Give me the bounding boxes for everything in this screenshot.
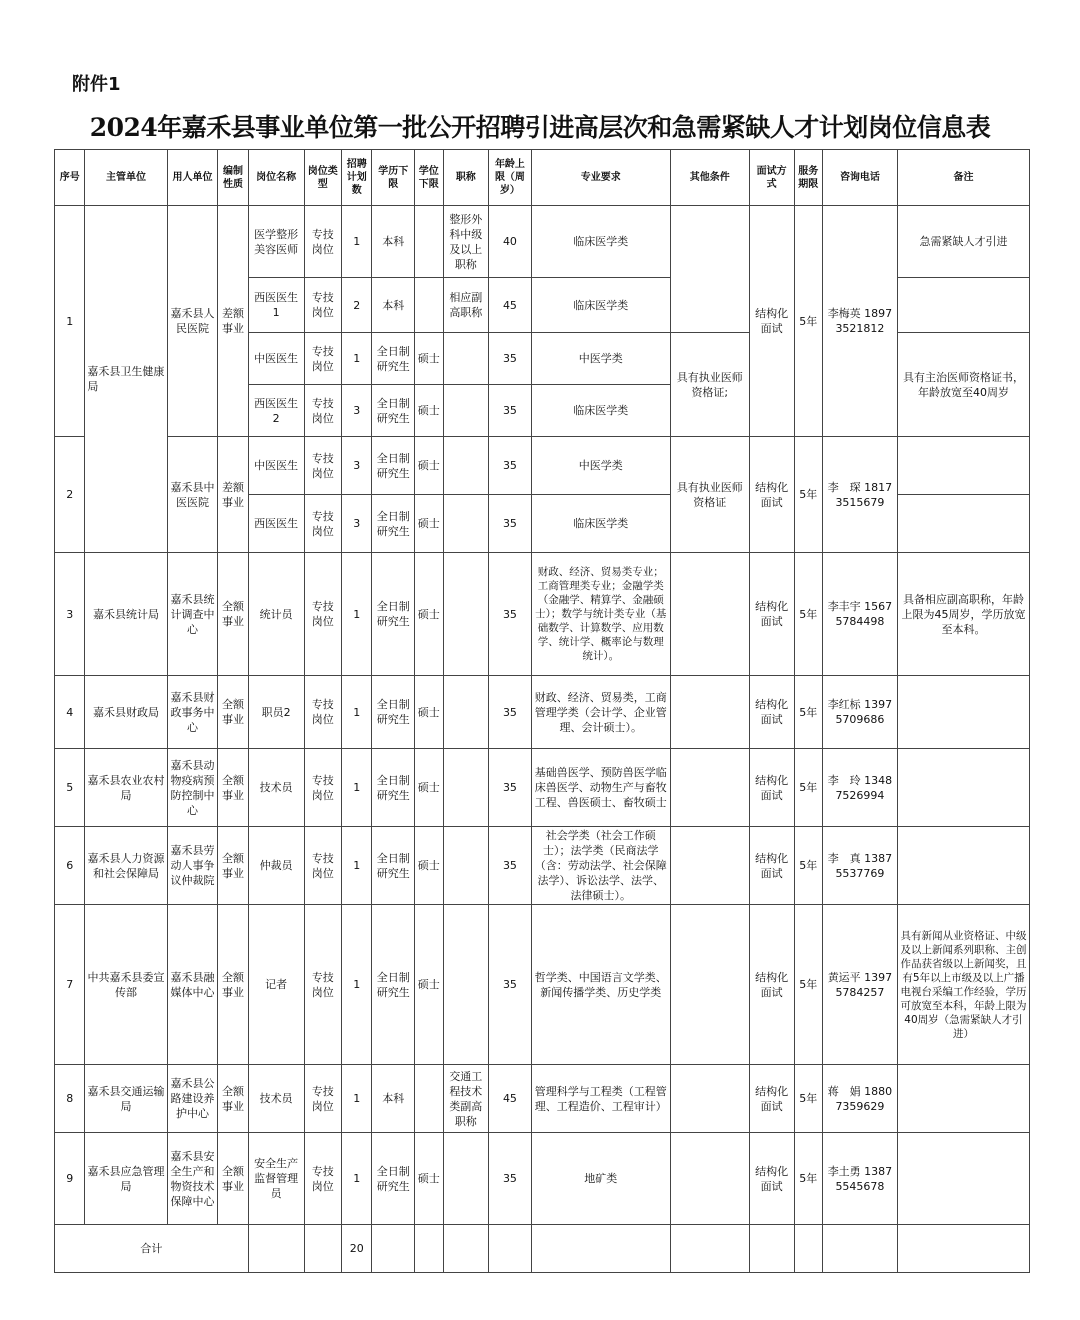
age-cell: 35 — [489, 553, 532, 676]
contact-cell: 黄运平 13975784257 — [822, 905, 897, 1065]
agency-cell: 嘉禾县交通运输局 — [85, 1065, 167, 1133]
note-cell: 具备相应副高职称，年龄上限为45周岁，学历放宽至本科。 — [897, 553, 1029, 676]
post-type-cell: 专技岗位 — [304, 333, 342, 385]
table-row — [55, 676, 1030, 749]
contact-cell: 李 真 13875537769 — [822, 827, 897, 905]
note-cell: 具有主治医师资格证书，年龄放宽至40周岁 — [897, 333, 1029, 437]
plan-cell: 1 — [342, 827, 372, 905]
total-row — [55, 1225, 1030, 1273]
other-cell — [670, 553, 749, 676]
other-cell — [670, 1065, 749, 1133]
funding-cell: 全额事业 — [218, 1133, 248, 1225]
age-cell: 45 — [489, 1065, 532, 1133]
title-cell — [443, 905, 489, 1065]
plan-cell: 1 — [342, 749, 372, 827]
empty-cell — [531, 1225, 670, 1273]
major-cell: 临床医学类 — [531, 385, 670, 437]
post-cell: 记者 — [248, 905, 304, 1065]
unit-cell: 嘉禾县公路建设养护中心 — [167, 1065, 218, 1133]
post-type-cell: 专技岗位 — [304, 827, 342, 905]
plan-cell: 1 — [342, 206, 372, 278]
note-cell — [897, 1133, 1029, 1225]
empty-cell — [794, 1225, 822, 1273]
header-cell: 岗位名称 — [248, 150, 304, 206]
degree-cell: 本科 — [372, 1065, 415, 1133]
diploma-cell: 硕士 — [415, 333, 443, 385]
agency-cell: 嘉禾县人力资源和社会保障局 — [85, 827, 167, 905]
age-cell: 35 — [489, 385, 532, 437]
unit-cell: 嘉禾县融媒体中心 — [167, 905, 218, 1065]
major-cell: 管理科学与工程类（工程管理、工程造价、工程审计） — [531, 1065, 670, 1133]
empty-cell — [822, 1225, 897, 1273]
title-cell: 整形外科中级及以上职称 — [443, 206, 489, 278]
service-cell: 5年 — [794, 827, 822, 905]
diploma-cell: 硕士 — [415, 749, 443, 827]
unit-cell: 嘉禾县人民医院 — [167, 206, 218, 437]
empty-cell — [749, 1225, 794, 1273]
diploma-cell: 硕士 — [415, 827, 443, 905]
contact-cell: 李 玲 13487526994 — [822, 749, 897, 827]
service-cell: 5年 — [794, 676, 822, 749]
empty-cell — [670, 1225, 749, 1273]
post-type-cell: 专技岗位 — [304, 385, 342, 437]
service-cell: 5年 — [794, 553, 822, 676]
total-value: 20 — [342, 1225, 372, 1273]
funding-cell: 全额事业 — [218, 1065, 248, 1133]
degree-cell: 全日制研究生 — [372, 333, 415, 385]
seq-cell: 5 — [55, 749, 85, 827]
table-row — [55, 1065, 1030, 1133]
total-label: 合计 — [55, 1225, 249, 1273]
degree-cell: 全日制研究生 — [372, 827, 415, 905]
table-row — [55, 827, 1030, 905]
plan-cell: 1 — [342, 553, 372, 676]
funding-cell: 差额事业 — [218, 206, 248, 437]
major-cell: 中医学类 — [531, 333, 670, 385]
empty-cell — [489, 1225, 532, 1273]
title-cell — [443, 676, 489, 749]
header-cell: 年龄上限（周岁） — [489, 150, 532, 206]
age-cell: 35 — [489, 495, 532, 553]
title-cell — [443, 553, 489, 676]
agency-cell: 嘉禾县卫生健康局 — [85, 206, 167, 553]
seq-cell: 2 — [55, 437, 85, 553]
unit-cell: 嘉禾县动物疫病预防控制中心 — [167, 749, 218, 827]
note-cell — [897, 676, 1029, 749]
diploma-cell: 硕士 — [415, 553, 443, 676]
interview-cell: 结构化面试 — [749, 437, 794, 553]
diploma-cell: 硕士 — [415, 676, 443, 749]
empty-cell — [443, 1225, 489, 1273]
major-cell: 社会学类（社会工作硕士）；法学类（民商法学（含：劳动法学、社会保障法学）、诉讼法学、法学、法律硕士）。 — [531, 827, 670, 905]
post-type-cell: 专技岗位 — [304, 905, 342, 1065]
interview-cell: 结构化面试 — [749, 676, 794, 749]
contact-cell: 蒋 娟 18807359629 — [822, 1065, 897, 1133]
diploma-cell: 硕士 — [415, 495, 443, 553]
age-cell: 35 — [489, 827, 532, 905]
degree-cell: 全日制研究生 — [372, 385, 415, 437]
other-cell — [670, 206, 749, 333]
post-type-cell: 专技岗位 — [304, 749, 342, 827]
plan-cell: 1 — [342, 905, 372, 1065]
degree-cell: 本科 — [372, 278, 415, 333]
seq-cell: 6 — [55, 827, 85, 905]
agency-cell: 中共嘉禾县委宣传部 — [85, 905, 167, 1065]
post-cell: 职员2 — [248, 676, 304, 749]
other-cell — [670, 676, 749, 749]
degree-cell: 全日制研究生 — [372, 495, 415, 553]
major-cell: 地矿类 — [531, 1133, 670, 1225]
interview-cell: 结构化面试 — [749, 206, 794, 437]
age-cell: 35 — [489, 905, 532, 1065]
note-cell — [897, 437, 1029, 495]
degree-cell: 全日制研究生 — [372, 553, 415, 676]
diploma-cell: 硕士 — [415, 437, 443, 495]
degree-cell: 全日制研究生 — [372, 676, 415, 749]
age-cell: 35 — [489, 676, 532, 749]
note-cell — [897, 495, 1029, 553]
major-cell: 基础兽医学、预防兽医学临床兽医学、动物生产与畜牧工程、兽医硕士、畜牧硕士 — [531, 749, 670, 827]
header-cell: 咨询电话 — [822, 150, 897, 206]
major-cell: 财政、经济、贸易类专业；工商管理类专业；金融学类（金融学、精算学、金融硕士）；数学与统计类专业（基础数学、计算数学、应用数学、统计学、概率论与数理统计）。 — [531, 553, 670, 676]
title-cell — [443, 827, 489, 905]
note-cell — [897, 827, 1029, 905]
note-cell — [897, 1065, 1029, 1133]
service-cell: 5年 — [794, 1133, 822, 1225]
other-cell: 具有执业医师资格证 — [670, 437, 749, 553]
header-cell: 专业要求 — [531, 150, 670, 206]
other-cell: 具有执业医师资格证; — [670, 333, 749, 437]
post-cell: 医学整形美容医师 — [248, 206, 304, 278]
plan-cell: 3 — [342, 495, 372, 553]
major-cell: 哲学类、中国语言文学类、新闻传播学类、历史学类 — [531, 905, 670, 1065]
title-cell — [443, 1133, 489, 1225]
header-cell: 岗位类型 — [304, 150, 342, 206]
funding-cell: 全额事业 — [218, 749, 248, 827]
post-type-cell: 专技岗位 — [304, 1065, 342, 1133]
degree-cell: 全日制研究生 — [372, 1133, 415, 1225]
other-cell — [670, 905, 749, 1065]
agency-cell: 嘉禾县财政局 — [85, 676, 167, 749]
plan-cell: 1 — [342, 1133, 372, 1225]
seq-cell: 1 — [55, 206, 85, 437]
funding-cell: 全额事业 — [218, 676, 248, 749]
empty-cell — [304, 1225, 342, 1273]
other-cell — [670, 1133, 749, 1225]
major-cell: 临床医学类 — [531, 495, 670, 553]
note-cell: 急需紧缺人才引进 — [897, 206, 1029, 278]
recruitment-table — [54, 149, 1030, 1273]
post-cell: 中医医生 — [248, 333, 304, 385]
contact-cell: 李 琛 18173515679 — [822, 437, 897, 553]
table-row — [55, 1133, 1030, 1225]
post-cell: 统计员 — [248, 553, 304, 676]
service-cell: 5年 — [794, 749, 822, 827]
attachment-label: 附件1 — [72, 74, 121, 95]
title-cell — [443, 495, 489, 553]
interview-cell: 结构化面试 — [749, 827, 794, 905]
seq-cell: 4 — [55, 676, 85, 749]
major-cell: 中医学类 — [531, 437, 670, 495]
header-cell: 备注 — [897, 150, 1029, 206]
header-cell: 服务期限 — [794, 150, 822, 206]
header-cell: 学历下限 — [372, 150, 415, 206]
diploma-cell — [415, 278, 443, 333]
header-cell: 编制性质 — [218, 150, 248, 206]
age-cell: 45 — [489, 278, 532, 333]
funding-cell: 全额事业 — [218, 905, 248, 1065]
major-cell: 临床医学类 — [531, 206, 670, 278]
plan-cell: 3 — [342, 437, 372, 495]
unit-cell: 嘉禾县劳动人事争议仲裁院 — [167, 827, 218, 905]
empty-cell — [372, 1225, 415, 1273]
degree-cell: 本科 — [372, 206, 415, 278]
contact-cell: 李红标 13975709686 — [822, 676, 897, 749]
post-type-cell: 专技岗位 — [304, 676, 342, 749]
header-cell: 职称 — [443, 150, 489, 206]
header-row — [55, 150, 1030, 206]
header-cell: 学位下限 — [415, 150, 443, 206]
service-cell: 5年 — [794, 206, 822, 437]
table-row — [55, 905, 1030, 1065]
empty-cell — [897, 1225, 1029, 1273]
seq-cell: 8 — [55, 1065, 85, 1133]
age-cell: 35 — [489, 1133, 532, 1225]
interview-cell: 结构化面试 — [749, 905, 794, 1065]
plan-cell: 3 — [342, 385, 372, 437]
age-cell: 35 — [489, 749, 532, 827]
plan-cell: 1 — [342, 333, 372, 385]
funding-cell: 全额事业 — [218, 553, 248, 676]
funding-cell: 差额事业 — [218, 437, 248, 553]
post-type-cell: 专技岗位 — [304, 495, 342, 553]
post-cell: 技术员 — [248, 749, 304, 827]
agency-cell: 嘉禾县农业农村局 — [85, 749, 167, 827]
interview-cell: 结构化面试 — [749, 1133, 794, 1225]
empty-cell — [248, 1225, 304, 1273]
age-cell: 35 — [489, 437, 532, 495]
table-row — [55, 437, 1030, 495]
unit-cell: 嘉禾县中医医院 — [167, 437, 218, 553]
header-cell: 主管单位 — [85, 150, 167, 206]
funding-cell: 全额事业 — [218, 827, 248, 905]
plan-cell: 1 — [342, 1065, 372, 1133]
post-cell: 西医医生1 — [248, 278, 304, 333]
interview-cell: 结构化面试 — [749, 553, 794, 676]
interview-cell: 结构化面试 — [749, 1065, 794, 1133]
agency-cell: 嘉禾县统计局 — [85, 553, 167, 676]
seq-cell: 7 — [55, 905, 85, 1065]
title-cell — [443, 385, 489, 437]
header-cell: 招聘计划数 — [342, 150, 372, 206]
age-cell: 40 — [489, 206, 532, 278]
post-cell: 中医医生 — [248, 437, 304, 495]
note-cell — [897, 278, 1029, 333]
title-cell — [443, 749, 489, 827]
age-cell: 35 — [489, 333, 532, 385]
note-cell: 具有新闻从业资格证、中级及以上新闻系列职称、主创作品获省级以上新闻奖，且有5年以上市级及以上广播电视台采编工作经验，学历可放宽至本科，年龄上限为40周岁（急需紧缺人才引进） — [897, 905, 1029, 1065]
service-cell: 5年 — [794, 1065, 822, 1133]
contact-cell: 李梅英 18973521812 — [822, 206, 897, 437]
service-cell: 5年 — [794, 905, 822, 1065]
post-cell: 安全生产监督管理员 — [248, 1133, 304, 1225]
degree-cell: 全日制研究生 — [372, 749, 415, 827]
header-cell: 用人单位 — [167, 150, 218, 206]
diploma-cell — [415, 206, 443, 278]
post-cell: 技术员 — [248, 1065, 304, 1133]
post-type-cell: 专技岗位 — [304, 553, 342, 676]
other-cell — [670, 827, 749, 905]
degree-cell: 全日制研究生 — [372, 437, 415, 495]
title-cell — [443, 333, 489, 385]
post-type-cell: 专技岗位 — [304, 437, 342, 495]
degree-cell: 全日制研究生 — [372, 905, 415, 1065]
post-type-cell: 专技岗位 — [304, 206, 342, 278]
post-type-cell: 专技岗位 — [304, 278, 342, 333]
contact-cell: 李丰宇 15675784498 — [822, 553, 897, 676]
note-cell — [897, 749, 1029, 827]
title-cell: 相应副高职称 — [443, 278, 489, 333]
header-cell: 面试方式 — [749, 150, 794, 206]
diploma-cell: 硕士 — [415, 905, 443, 1065]
service-cell: 5年 — [794, 437, 822, 553]
seq-cell: 9 — [55, 1133, 85, 1225]
header-cell: 其他条件 — [670, 150, 749, 206]
plan-cell: 1 — [342, 676, 372, 749]
table-row — [55, 553, 1030, 676]
table-row — [55, 206, 1030, 278]
agency-cell: 嘉禾县应急管理局 — [85, 1133, 167, 1225]
plan-cell: 2 — [342, 278, 372, 333]
major-cell: 财政、经济、贸易类，工商管理学类（会计学、企业管理、会计硕士）。 — [531, 676, 670, 749]
title-cell: 交通工程技术类副高职称 — [443, 1065, 489, 1133]
major-cell: 临床医学类 — [531, 278, 670, 333]
title-cell — [443, 437, 489, 495]
empty-cell — [415, 1225, 443, 1273]
unit-cell: 嘉禾县安全生产和物资技术保障中心 — [167, 1133, 218, 1225]
header-cell: 序号 — [55, 150, 85, 206]
seq-cell: 3 — [55, 553, 85, 676]
post-type-cell: 专技岗位 — [304, 1133, 342, 1225]
diploma-cell — [415, 1065, 443, 1133]
unit-cell: 嘉禾县统计调查中心 — [167, 553, 218, 676]
post-cell: 仲裁员 — [248, 827, 304, 905]
interview-cell: 结构化面试 — [749, 749, 794, 827]
unit-cell: 嘉禾县财政事务中心 — [167, 676, 218, 749]
diploma-cell: 硕士 — [415, 385, 443, 437]
page-title: 2024年嘉禾县事业单位第一批公开招聘引进高层次和急需紧缺人才计划岗位信息表 — [89, 113, 991, 142]
table-row — [55, 749, 1030, 827]
post-cell: 西医医生 — [248, 495, 304, 553]
other-cell — [670, 749, 749, 827]
contact-cell: 李土勇 13875545678 — [822, 1133, 897, 1225]
diploma-cell: 硕士 — [415, 1133, 443, 1225]
post-cell: 西医医生2 — [248, 385, 304, 437]
